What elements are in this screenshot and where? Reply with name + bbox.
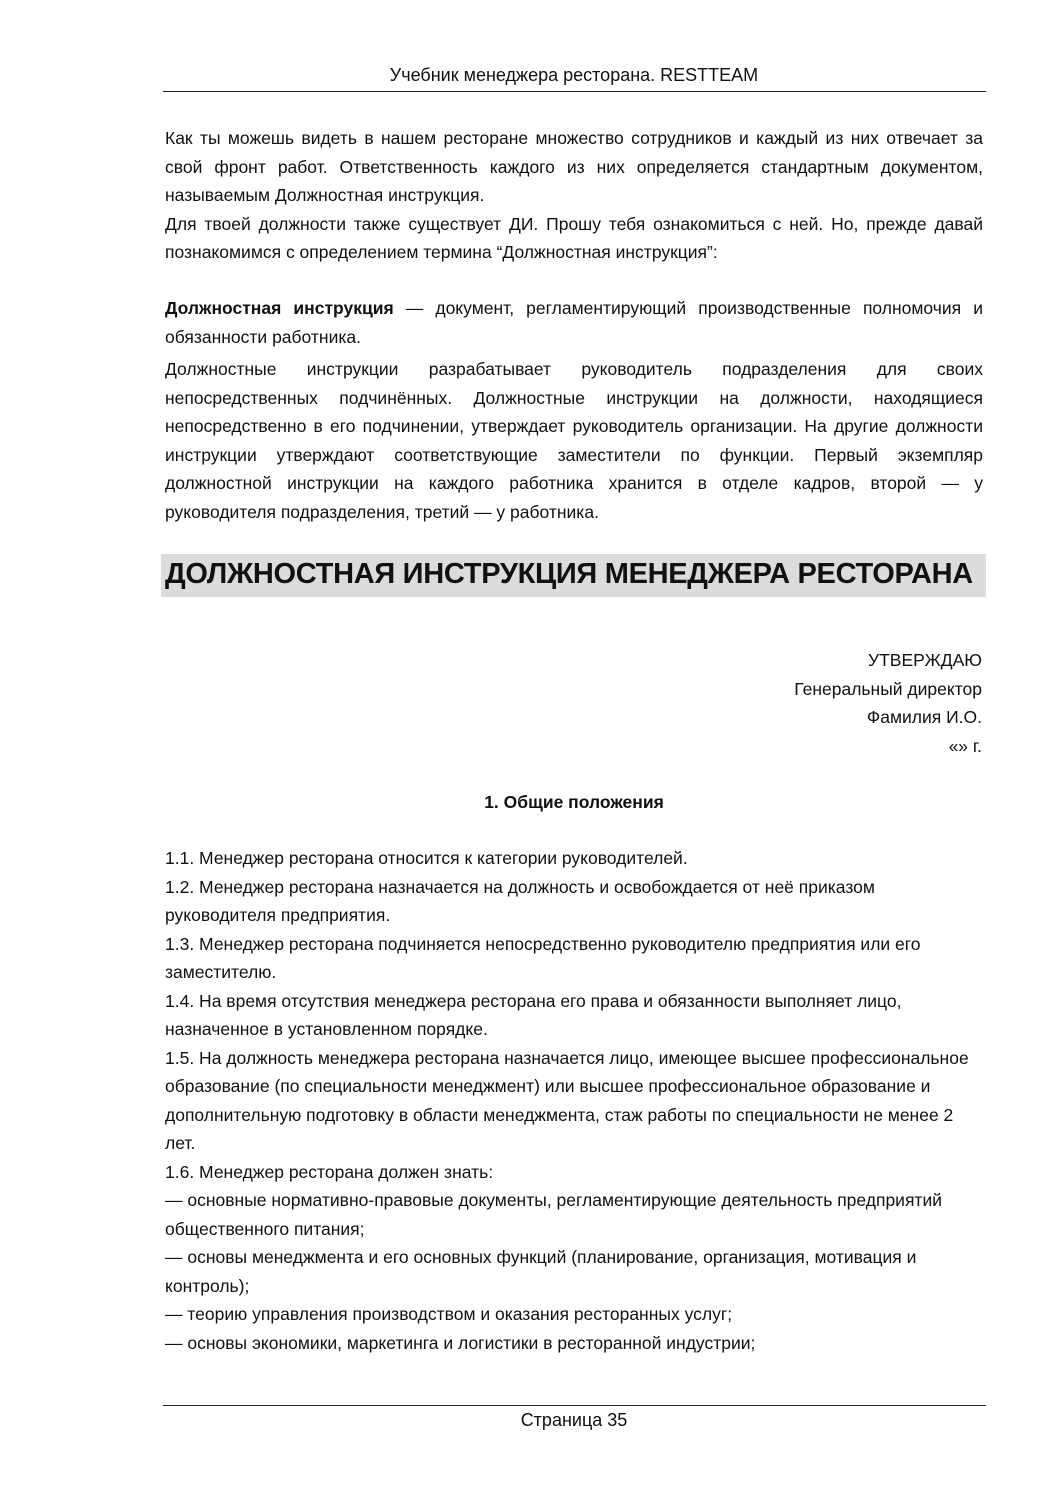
- approval-line: «» г.: [948, 735, 982, 756]
- approval-line: УТВЕРЖДАЮ: [868, 650, 982, 670]
- definition-term: Должностная инструкция: [165, 298, 394, 318]
- list-item: 1.5. На должность менеджера ресторана назначается лицо, имеющее высшее профессиональное образование (по специальности менеджмент) или высшее профессиональное образование и дополнительную подготовку в области менеджмента, стаж работы по специальности не менее 2 лет.: [165, 1047, 969, 1153]
- list-item: 1.1. Менеджер ресторана относится к категории руководителей.: [165, 848, 688, 868]
- list-item: — теорию управления производством и оказания ресторанных услуг;: [165, 1304, 733, 1324]
- intro-paragraph: Для твоей должности также существует ДИ. Прошу тебя ознакомиться с ней. Но, прежде давай познакомимся с определением термина “Должностная инструкция”:: [165, 213, 983, 262]
- intro-paragraph: Как ты можешь видеть в нашем ресторане множество сотрудников и каждый из них отвечает за свой фронт работ. Ответственность каждого из них определяется стандартным документом, называемым Должностная инструкция.: [165, 128, 983, 205]
- development-paragraph: Должностные инструкции разрабатывает руководитель подразделения для своих непосредственных подчинённых. Должностные инструкции на должности, находящиеся непосредственно в его подчинении, утверждает руководитель организации. На другие должности инструкции утверждают соответствующие заместители по функции. Первый экземпляр должностной инструкции на каждого работника хранится в отделе кадров, второй — у руководителя подразделения, третий — у работника.: [165, 359, 983, 522]
- subsection-heading: 1. Общие положения: [484, 792, 664, 812]
- development-block: [165, 355, 983, 526]
- list-item: — основы менеджмента и его основных функций (планирование, организация, мотивация и контроль);: [165, 1247, 917, 1296]
- intro-block: [165, 124, 983, 267]
- list-item: — основы экономики, маркетинга и логистики в ресторанной индустрии;: [165, 1332, 756, 1353]
- definition-text: — документ, регламентирующий производственные полномочия и обязанности работника.: [165, 298, 983, 347]
- running-header: Учебник менеджера ресторана. RESTTEAM: [389, 65, 759, 85]
- list-item: — основные нормативно-правовые документы, регламентирующие деятельность предприятий общественного питания;: [165, 1190, 942, 1239]
- list-item: 1.2. Менеджер ресторана назначается на должность и освобождается от неё приказом руководителя предприятия.: [165, 876, 875, 925]
- approval-line: Генеральный директор: [794, 678, 982, 699]
- section-heading: ДОЛЖНОСТНАЯ ИНСТРУКЦИЯ МЕНЕДЖЕРА РЕСТОРАНА: [165, 558, 973, 590]
- approval-block: [582, 646, 982, 760]
- page-number: Страница 35: [520, 1410, 628, 1430]
- definition-paragraph: [165, 294, 983, 351]
- list-item: 1.6. Менеджер ресторана должен знать:: [165, 1161, 494, 1182]
- approval-line: Фамилия И.О.: [866, 707, 982, 727]
- list-item: 1.3. Менеджер ресторана подчиняется непосредственно руководителю предприятия или его заместителю.: [165, 933, 921, 982]
- items-list: [165, 844, 983, 1357]
- definition-block: [165, 294, 983, 351]
- list-item: 1.4. На время отсутствия менеджера ресторана его права и обязанности выполняет лицо, назначенное в установленном порядке.: [165, 990, 902, 1039]
- header-divider: [163, 91, 986, 92]
- footer-divider: [163, 1405, 986, 1406]
